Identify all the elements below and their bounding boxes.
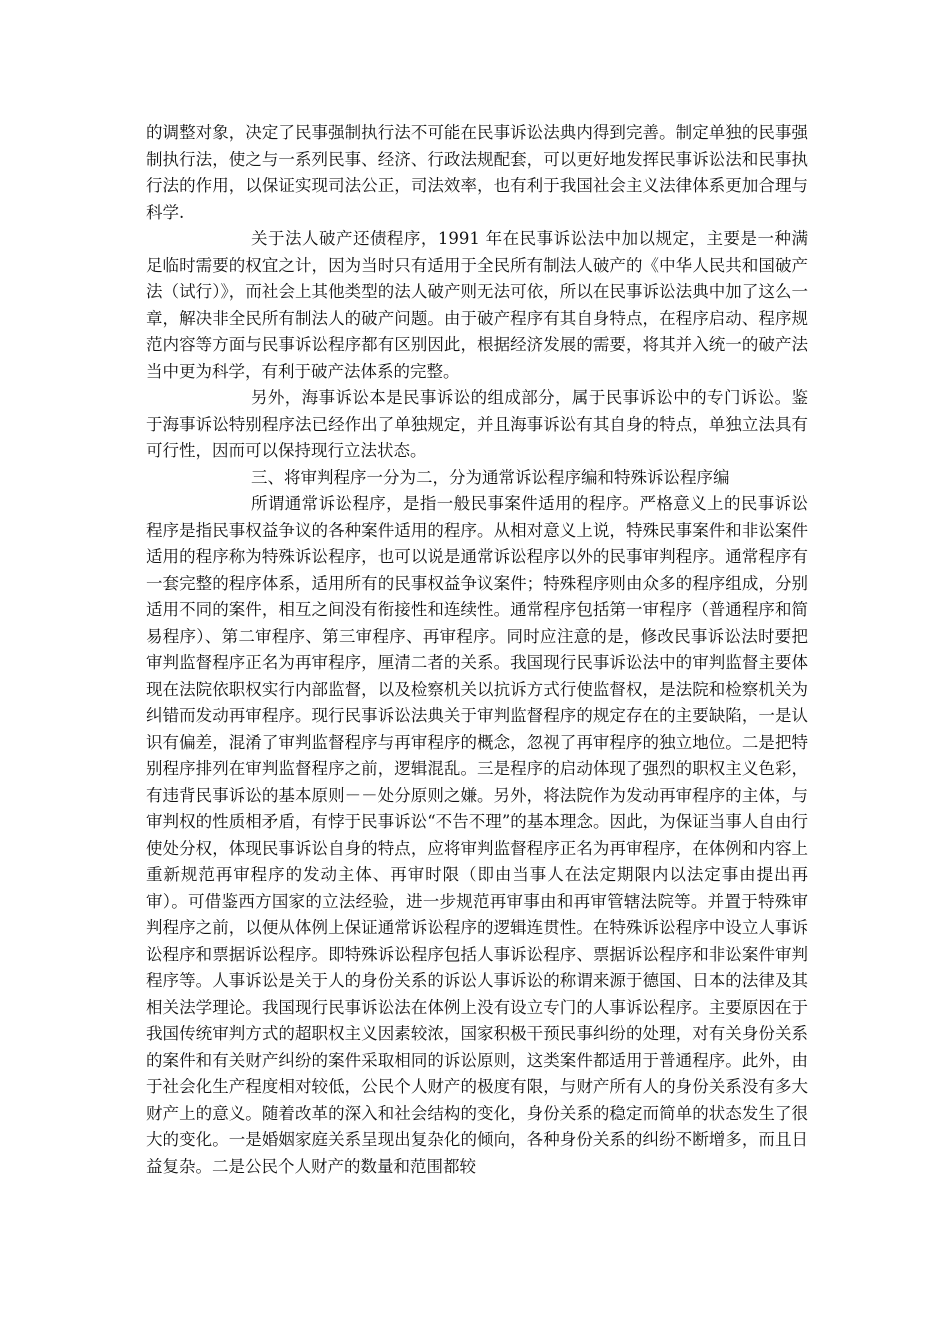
paragraph-maritime: 另外，海事诉讼本是民事诉讼的组成部分，属于民事诉讼中的专门诉讼。鉴于海事诉讼特别程序法已经作出了单独规定，并且海事诉讼有其自身的特点，单独立法具有可行性，因而可以保持现行立法状态。	[146, 388, 808, 460]
paragraph-bankruptcy: 关于法人破产还债程序，1991 年在民事诉讼法中加以规定，主要是一种满足临时需要的权宜之计，因为当时只有适用于全民所有制法人破产的《中华人民共和国破产法（试行）》，而社会上其他类型的法人破产则无法可依，所以在民事诉讼法典中加了这么一章，解决非全民所有制法人的破产问题。由于破产程序有其自身特点，在程序启动、程序规范内容等方面与民事诉讼程序都有区别因此，根据经济发展的需要，将其并入统一的破产法当中更为科学，有利于破产法体系的完整。	[146, 229, 808, 381]
section-heading-trial-procedure: 三、将审判程序一分为二，分为通常诉讼程序编和特殊诉讼程序编	[251, 467, 730, 487]
paragraph-ordinary-procedure: 所谓通常诉讼程序，是指一般民事案件适用的程序。严格意义上的民事诉讼程序是指民事权益争议的各种案件适用的程序。从相对意义上说，特殊民事案件和非讼案件适用的程序称为特殊诉讼程序，也可以说是通常诉讼程序以外的民事审判程序。通常程序有一套完整的程序体系，适用所有的民事权益争议案件；特殊程序则由众多的程序组成，分别适用不同的案件，相互之间没有衔接性和连续性。通常程序包括第一审程序（普通程序和简易程序）、第二审程序、第三审程序、再审程序。同时应注意的是，修改民事诉讼法时要把审判监督程序正名为再审程序，厘清二者的关系。我国现行民事诉讼法中的审判监督主要体现在法院依职权实行内部监督，以及检察机关以抗诉方式行使监督权，是法院和检察机关为纠错而发动再审程序。现行民事诉讼法典关于审判监督程序的规定存在的主要缺陷，一是认识有偏差，混淆了审判监督程序与再审程序的概念，忽视了再审程序的独立地位。二是把特别程序排列在审判监督程序之前，逻辑混乱。三是程序的启动体现了强烈的职权主义色彩，有违背民事诉讼的基本原则－－处分原则之嫌。另外，将法院作为发动再审程序的主体，与审判权的性质相矛盾，有悖于民事诉讼“不告不理”的基本理念。因此，为保证当事人自由行使处分权，体现民事诉讼自身的特点，应将审判监督程序正名为再审程序，在体例和内容上重新规范再审程序的发动主体、再审时限（即由当事人在法定期限内以法定事由提出再审）。可借鉴西方国家的立法经验，进一步规范再审事由和再审管辖法院等。并置于特殊审判程序之前，以便从体例上保证通常诉讼程序的逻辑连贯性。在特殊诉讼程序中设立人事诉讼程序和票据诉讼程序。即特殊诉讼程序包括人事诉讼程序、票据诉讼程序和非讼案件审判程序等。人事诉讼是关于人的身份关系的诉讼人事诉讼的称谓来源于德国、日本的法律及其相关法学理论。我国现行民事诉讼法在体例上没有设立专门的人事诉讼程序。主要原因在于我国传统审判方式的超职权主义因素较浓，国家积极干预民事纠纷的处理，对有关身份关系的案件和有关财产纠纷的案件采取相同的诉讼原则，这类案件都适用于普通程序。此外，由于社会化生产程度相对较低，公民个人财产的极度有限，与财产所有人的身份关系没有多大财产上的意义。随着改革的深入和社会结构的变化，身份关系的稳定而简单的状态发生了很大的变化。一是婚姻家庭关系呈现出复杂化的倾向，各种身份关系的纠纷不断增多，而且日益复杂。二是公民个人财产的数量和范围都较	[146, 494, 808, 1176]
paragraph-enforcement-law: 的调整对象，决定了民事强制执行法不可能在民事诉讼法典内得到完善。制定单独的民事强制执行法，使之与一系列民事、经济、行政法规配套，可以更好地发挥民事诉讼法和民事执行法的作用，以保证实现司法公正，司法效率，也有利于我国社会主义法律体系更加合理与科学.	[146, 123, 808, 222]
document-page	[146, 120, 808, 1180]
